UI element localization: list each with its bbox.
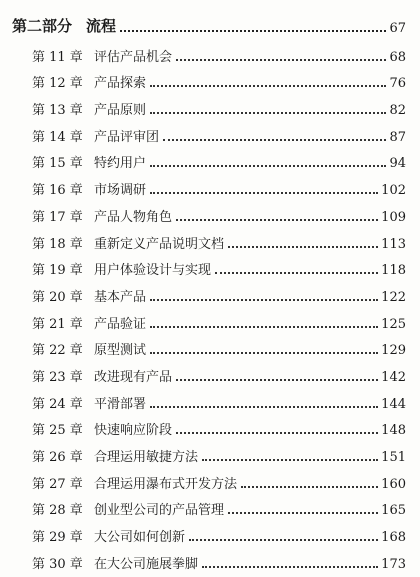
page-number: 144: [381, 396, 406, 412]
chapter-title: 重新定义产品说明文档: [94, 236, 225, 252]
page-number: 142: [381, 369, 406, 385]
chapter-row[interactable]: [0, 550, 420, 577]
dot-leader: [150, 406, 378, 408]
chapter-row[interactable]: [0, 310, 420, 337]
chapter-title: 基本产品: [94, 289, 147, 305]
part-heading: [12, 14, 406, 36]
chapter-row[interactable]: [0, 417, 420, 444]
chapter-title: 市场调研: [94, 183, 147, 199]
chapter-row[interactable]: [0, 96, 420, 123]
chapter-row[interactable]: [0, 337, 420, 364]
chapter-title: 产品人物角色: [94, 209, 173, 225]
chapter-title: 用户体验设计与实现: [94, 263, 212, 279]
chapter-number: 第 17 章: [32, 209, 83, 225]
part-title: 流程: [86, 17, 117, 35]
dot-leader: [215, 272, 378, 274]
chapter-title: 平滑部署: [94, 396, 147, 412]
dot-leader: [241, 486, 378, 488]
chapter-number: 第 24 章: [32, 396, 83, 412]
chapter-row[interactable]: [0, 390, 420, 417]
chapter-title: 合理运用瀑布式开发方法: [94, 476, 238, 492]
page-number: 151: [381, 450, 406, 465]
page-number: 160: [381, 476, 406, 492]
chapter-row[interactable]: [0, 363, 420, 390]
dot-leader: [176, 219, 378, 221]
chapter-number: 第 30 章: [32, 556, 83, 572]
chapter-number: 第 18 章: [32, 236, 83, 252]
chapter-number: 第 26 章: [32, 450, 83, 465]
chapter-title: 产品验证: [94, 316, 147, 332]
page-number: 122: [381, 289, 406, 305]
chapter-number: 第 23 章: [32, 369, 83, 385]
page-number: 118: [381, 263, 406, 279]
dot-leader: [150, 192, 378, 194]
page-number: 68: [389, 49, 406, 65]
page-number: 168: [381, 530, 406, 546]
chapter-title: 改进现有产品: [94, 369, 173, 385]
chapter-number: 第 15 章: [32, 156, 83, 172]
chapter-number: 第 12 章: [32, 76, 83, 92]
chapter-row[interactable]: [0, 497, 420, 524]
page-number: 148: [381, 423, 406, 439]
chapter-title: 创业型公司的产品管理: [94, 503, 225, 519]
chapter-title: 合理运用敏捷方法: [94, 450, 199, 465]
page-number: 109: [381, 209, 406, 225]
chapter-row[interactable]: [0, 70, 420, 97]
chapter-row[interactable]: [0, 283, 420, 310]
chapter-row[interactable]: [0, 443, 420, 470]
chapter-title: 原型测试: [94, 343, 147, 359]
chapter-title: 产品原则: [94, 103, 147, 119]
dot-leader: [163, 139, 386, 141]
dot-leader: [228, 512, 378, 514]
dot-leader: [150, 352, 378, 354]
chapter-number: 第 19 章: [32, 263, 83, 279]
page-number: 102: [381, 183, 406, 199]
chapter-number: 第 29 章: [32, 530, 83, 546]
chapter-title: 快速响应阶段: [94, 423, 173, 439]
chapter-number: 第 25 章: [32, 423, 83, 439]
chapter-row[interactable]: [0, 257, 420, 284]
dot-leader: [150, 85, 386, 87]
dot-leader: [202, 566, 378, 568]
page-number: 125: [381, 316, 406, 332]
page-number: 82: [389, 103, 406, 119]
page-number: 113: [381, 236, 406, 252]
chapter-title: 大公司如何创新: [94, 530, 186, 546]
chapter-row[interactable]: [0, 203, 420, 230]
dot-leader: [176, 379, 378, 381]
page-number: 173: [381, 556, 406, 572]
chapter-row[interactable]: [0, 150, 420, 177]
chapter-number: 第 28 章: [32, 503, 83, 519]
chapter-title: 在大公司施展拳脚: [94, 556, 199, 572]
chapter-row[interactable]: [0, 123, 420, 150]
chapter-number: 第 14 章: [32, 129, 83, 145]
page-number: 87: [389, 129, 406, 145]
dot-leader: [150, 326, 378, 328]
chapter-title: 评估产品机会: [94, 49, 173, 65]
part-page-number: 67: [389, 21, 406, 36]
dot-leader: [202, 459, 378, 461]
chapter-title: 特约用户: [94, 156, 147, 172]
chapter-row[interactable]: [0, 470, 420, 497]
chapter-row[interactable]: [0, 230, 420, 257]
chapter-number: 第 16 章: [32, 183, 83, 199]
chapter-row[interactable]: [0, 43, 420, 70]
part-label: 第二部分: [12, 17, 73, 35]
dot-leader: [176, 432, 378, 434]
dot-leader: [189, 539, 378, 541]
dot-leader: [176, 59, 386, 61]
dot-leader: [228, 246, 378, 248]
chapter-number: 第 11 章: [32, 49, 83, 65]
chapter-number: 第 13 章: [32, 103, 83, 119]
chapter-title: 产品评审团: [94, 129, 160, 145]
dot-leader: [150, 165, 386, 167]
chapter-number: 第 22 章: [32, 343, 83, 359]
page-number: 165: [381, 503, 406, 519]
chapter-number: 第 20 章: [32, 289, 83, 305]
chapter-row[interactable]: [0, 523, 420, 550]
chapter-number: 第 27 章: [32, 476, 83, 492]
chapter-number: 第 21 章: [32, 316, 83, 332]
page-number: 94: [389, 156, 406, 172]
dot-leader: [150, 299, 378, 301]
dot-leader: [120, 30, 386, 32]
page-number: 129: [381, 343, 406, 359]
chapter-row[interactable]: [0, 176, 420, 203]
dot-leader: [150, 112, 386, 114]
chapter-title: 产品探索: [94, 76, 147, 92]
page-number: 76: [389, 76, 406, 92]
chapter-list: [0, 43, 420, 577]
